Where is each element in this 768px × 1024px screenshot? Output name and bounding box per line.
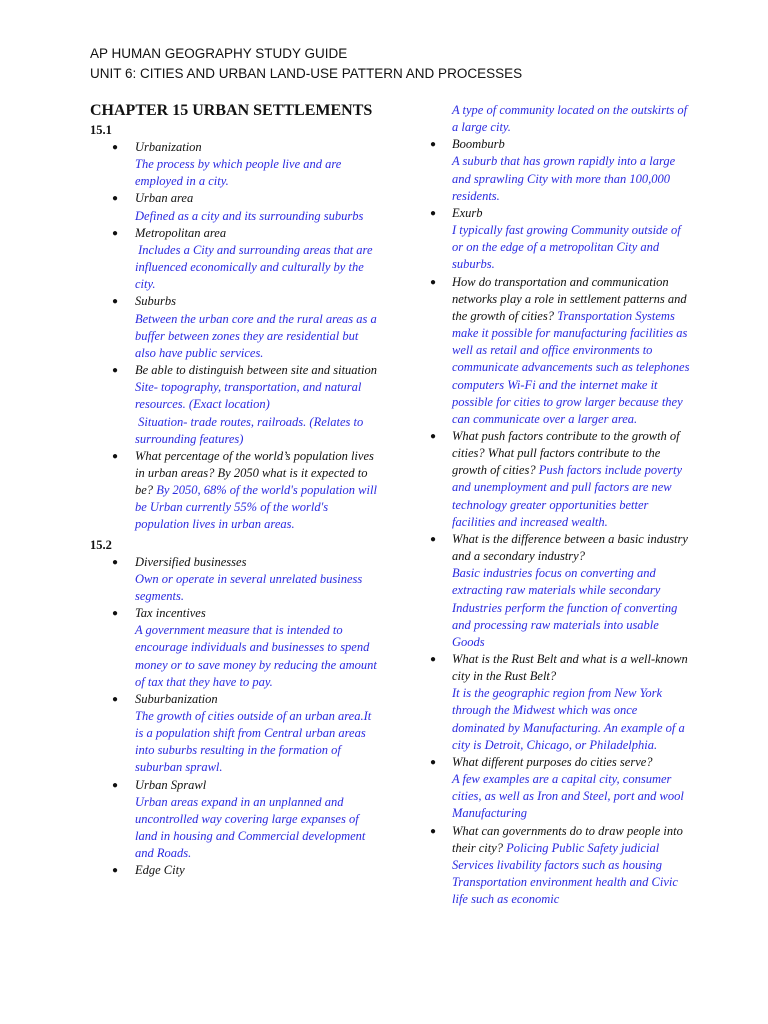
document-header: [90, 44, 522, 84]
bullet-icon: ●: [112, 779, 119, 791]
list-item: [90, 448, 380, 534]
list-item: [430, 531, 690, 651]
answer: Urban areas expand in an unplanned and uncontrolled way covering large expanses of land in housing and Commercial development and Roads.: [135, 794, 366, 861]
list-item: [430, 274, 690, 428]
section-15-1: 15.1: [90, 123, 112, 137]
answer: Push factors include poverty and unemployment and pull factors are new technology greater opportunities better facilities and increased wealth.: [452, 463, 683, 529]
question: Be able to distinguish between site and situation: [135, 363, 377, 378]
list-item: [430, 428, 690, 531]
bullet-icon: ●: [430, 276, 437, 288]
question: What percentage of the world’s population lives in urban areas? By 2050 what is it expected to be?: [135, 448, 374, 498]
question: What is the difference between a basic industry and a secondary industry?: [452, 531, 688, 564]
list-item: [90, 554, 380, 605]
list-item: [90, 362, 380, 448]
list-item: [90, 293, 380, 362]
question: What can governments do to draw people into their city?: [452, 823, 683, 855]
answer: Policing Public Safety judicial Services livability factors such as housing Transportation environment health and Civic life such as economic: [452, 840, 678, 907]
bullet-icon: ●: [430, 139, 437, 151]
question: What is the Rust Belt and what is a well-known city in the Rust Belt?: [452, 652, 688, 684]
bullet-icon: ●: [430, 825, 437, 837]
left-column: [90, 100, 380, 880]
answer: Transportation Systems make it possible for manufacturing facilities as well as retail and office environments to communicate advancements such as telephones computers Wi-Fi and the internet make it possible for cities to grow larger because they can communicate over a larger area.: [452, 308, 690, 426]
answer: It is the geographic region from New York through the Midwest which was once dominated by Manufacturing. An example of a city is Detroit, Chicago, or Philadelphia.: [452, 686, 685, 752]
answer: By 2050, 68% of the world's population will be Urban currently 55% of the world's population lives in urban areas.: [135, 483, 377, 532]
list-item: [90, 225, 380, 294]
answer: A suburb that has grown rapidly into a large and sprawling City with more than 100,000 residents.: [452, 154, 676, 203]
bullet-icon: ●: [112, 608, 119, 620]
header-title: AP HUMAN GEOGRAPHY STUDY GUIDE: [90, 46, 348, 61]
term: Urban area: [135, 191, 194, 206]
bullet-icon: ●: [112, 556, 119, 568]
question: What push factors contribute to the growth of cities? What pull factors contribute to the growth of cities?: [452, 428, 680, 478]
bullet-icon: ●: [430, 207, 437, 219]
term: Urbanization: [135, 140, 202, 154]
bullet-icon: ●: [112, 865, 119, 877]
answer: Own or operate in several unrelated business segments.: [135, 571, 363, 603]
term: Urban Sprawl: [135, 777, 207, 792]
list-item: [90, 190, 380, 224]
list-item: [430, 651, 690, 754]
section-15-2: 15.2: [90, 537, 112, 552]
term: Exurb: [452, 205, 483, 220]
chapter-title: CHAPTER 15 URBAN SETTLEMENTS: [90, 102, 373, 119]
answer: Situation- trade routes, railroads. (Relates to surrounding features): [135, 414, 367, 446]
list-item: [90, 139, 380, 190]
bullet-icon: ●: [112, 450, 119, 462]
bullet-icon: ●: [112, 227, 119, 239]
bullet-icon: ●: [430, 430, 437, 442]
right-column: [430, 102, 690, 908]
bullet-icon: ●: [112, 296, 119, 308]
term: Diversified businesses: [135, 554, 247, 569]
term: Suburbanization: [135, 691, 218, 706]
list-item: [430, 754, 690, 823]
term: Metropolitan area: [135, 225, 227, 240]
list-item: [90, 605, 380, 691]
bullet-icon: ●: [430, 654, 437, 665]
bullet-icon: ●: [430, 533, 437, 545]
answer: The process by which people live and are employed in a city.: [135, 157, 342, 189]
list-item: [90, 691, 380, 777]
list-item: [430, 823, 690, 909]
answer: The growth of cities outside of an urban area.It is a population shift from Central urban areas into suburbs resulting in the formation of suburban sprawl.: [135, 709, 372, 775]
term: Edge City: [135, 863, 185, 878]
question: What different purposes do cities serve?: [452, 754, 653, 769]
list-item: [430, 136, 690, 205]
term: Tax incentives: [135, 606, 206, 621]
answer: Includes a City and surrounding areas that are influenced economically and culturally by the city.: [135, 242, 376, 292]
answer: A government measure that is intended to encourage individuals and businesses to spend money or to save money by reducing the amount of tax that they have to pay.: [135, 623, 377, 689]
bullet-icon: ●: [112, 365, 119, 377]
answer: I typically fast growing Community outside of or on the edge of a metropolitan City and suburbs.: [452, 223, 681, 272]
bullet-icon: ●: [112, 142, 119, 153]
list-item: [90, 777, 380, 863]
list-item: [430, 205, 690, 274]
answer: A few examples are a capital city, consumer cities, as well as Iron and Steel, port and wool Manufacturing: [452, 772, 684, 821]
question: How do transportation and communication networks play a role in settlement patterns and the growth of cities?: [452, 274, 687, 323]
term: Suburbs: [135, 294, 176, 309]
bullet-icon: ●: [112, 693, 119, 705]
term: Boomburb: [452, 137, 505, 152]
answer: Basic industries focus on converting and extracting raw materials while secondary Industries perform the function of converting and processing raw materials into usable Goods: [452, 566, 678, 649]
bullet-icon: ●: [430, 756, 437, 768]
bullet-icon: ●: [112, 193, 119, 205]
answer: Between the urban core and the rural areas as a buffer between zones they are residential but also have public services.: [135, 311, 377, 360]
answer-continued: A type of community located on the outskirts of a large city.: [452, 103, 688, 135]
list-item: [90, 862, 380, 879]
answer: Defined as a city and its surrounding suburbs: [135, 208, 364, 223]
header-unit: UNIT 6: CITIES AND URBAN LAND-USE PATTERN AND PROCESSES: [90, 66, 523, 81]
answer: Site- topography, transportation, and natural resources. (Exact location): [135, 380, 362, 412]
